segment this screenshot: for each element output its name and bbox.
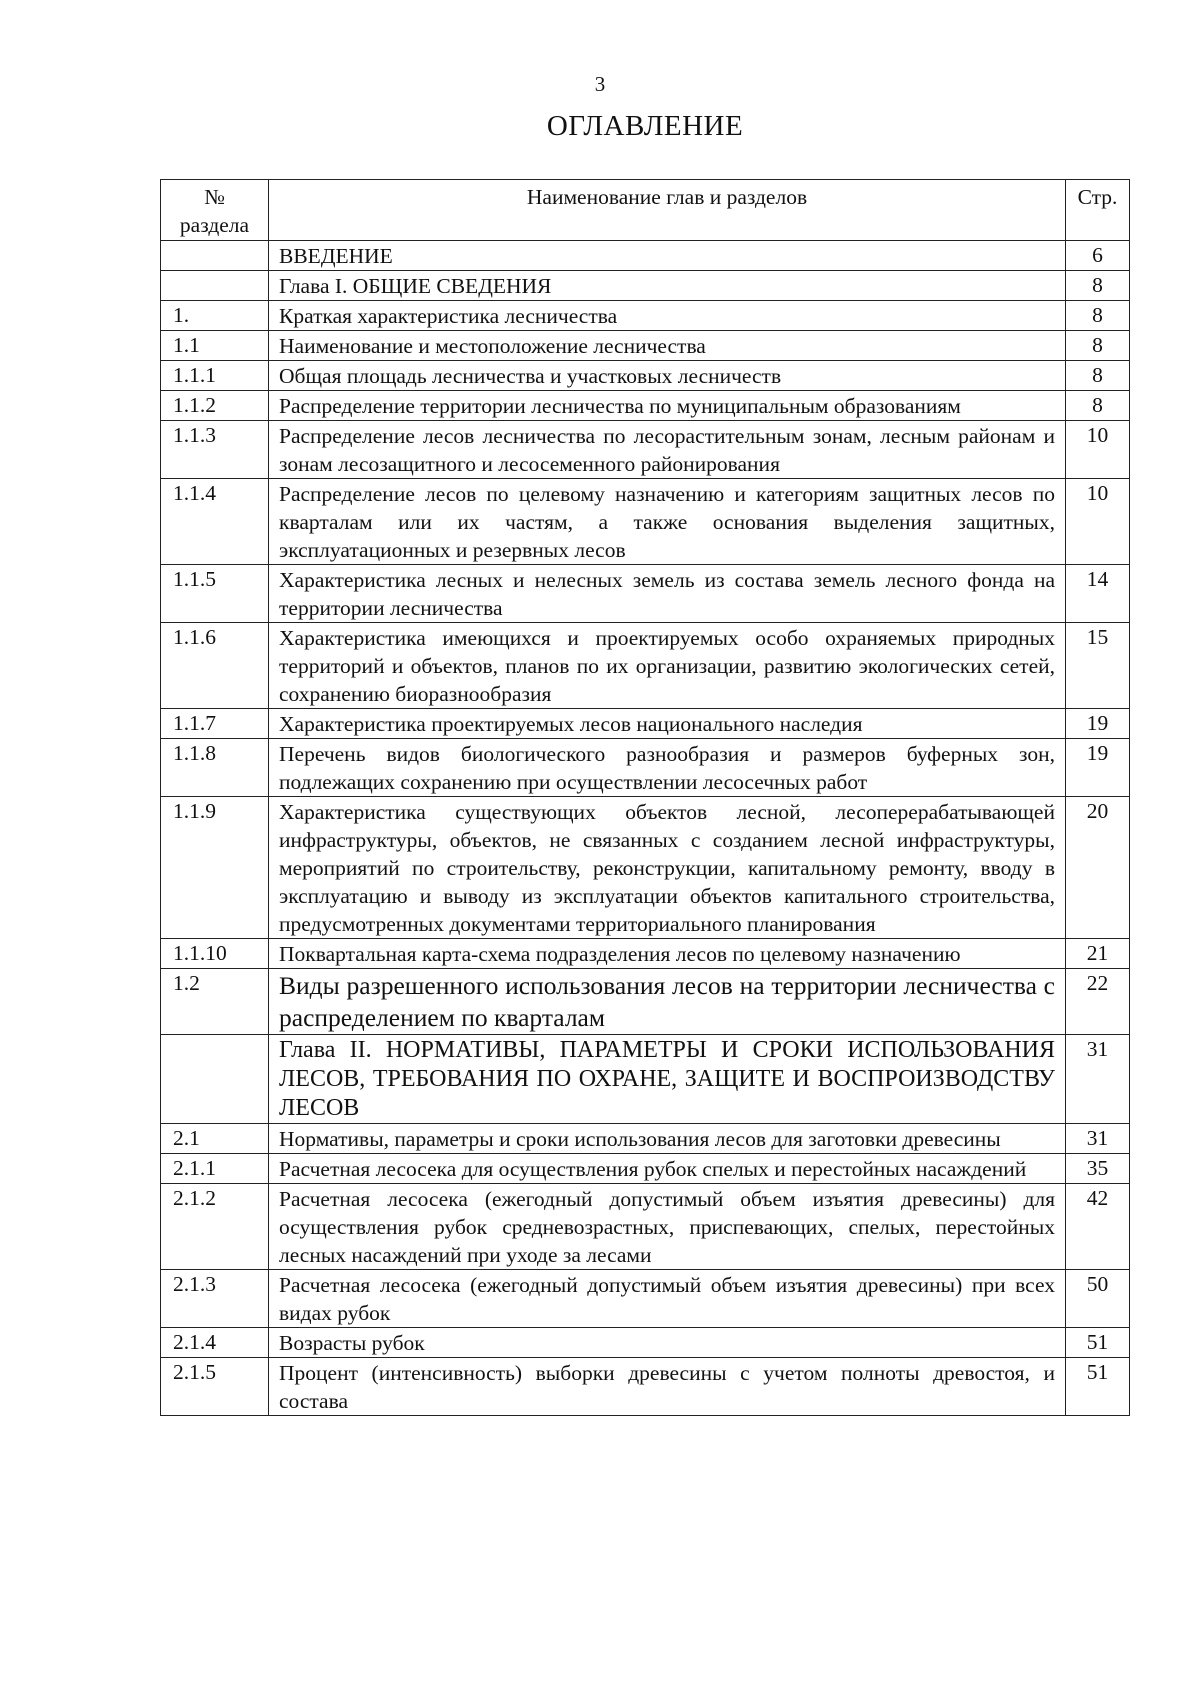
page-number-cell: 19 bbox=[1066, 739, 1130, 797]
page-number-cell: 21 bbox=[1066, 939, 1130, 969]
toc-row bbox=[161, 565, 1130, 623]
toc-row bbox=[161, 1328, 1130, 1358]
toc-row bbox=[161, 271, 1130, 301]
section-number: 1.1.5 bbox=[161, 565, 269, 623]
page-number-cell: 51 bbox=[1066, 1358, 1130, 1416]
page-number-cell: 6 bbox=[1066, 241, 1130, 271]
page-number-cell: 8 bbox=[1066, 361, 1130, 391]
page-number-cell: 15 bbox=[1066, 623, 1130, 709]
section-number: 2.1.3 bbox=[161, 1270, 269, 1328]
toc-row bbox=[161, 939, 1130, 969]
page-number-cell: 8 bbox=[1066, 271, 1130, 301]
section-number bbox=[161, 271, 269, 301]
page-number-cell: 8 bbox=[1066, 391, 1130, 421]
section-number: 1.1.2 bbox=[161, 391, 269, 421]
section-number: 2.1.2 bbox=[161, 1184, 269, 1270]
section-number: 1.1 bbox=[161, 331, 269, 361]
section-number: 2.1.4 bbox=[161, 1328, 269, 1358]
toc-row bbox=[161, 421, 1130, 479]
table-header-row bbox=[161, 180, 1130, 241]
section-name: Виды разрешенного использования лесов на территории лесничества с распределением по кварталам bbox=[269, 969, 1066, 1035]
page-number-cell: 10 bbox=[1066, 421, 1130, 479]
page-title: ОГЛАВЛЕНИЕ bbox=[546, 110, 744, 142]
toc-row bbox=[161, 1184, 1130, 1270]
section-name: Глава II. НОРМАТИВЫ, ПАРАМЕТРЫ И СРОКИ ИСПОЛЬЗОВАНИЯ ЛЕСОВ, ТРЕБОВАНИЯ ПО ОХРАНЕ, ЗАЩИТЕ И ВОСПРОИЗВОДСТВУ ЛЕСОВ bbox=[269, 1035, 1066, 1124]
page-number-cell: 50 bbox=[1066, 1270, 1130, 1328]
toc-row bbox=[161, 1035, 1130, 1124]
toc-row bbox=[161, 391, 1130, 421]
column-header-section-number: № раздела bbox=[161, 180, 269, 241]
toc-row bbox=[161, 797, 1130, 939]
section-name: Характеристика проектируемых лесов национального наследия bbox=[269, 709, 1066, 739]
page-number-cell: 31 bbox=[1066, 1035, 1130, 1124]
section-name: Распределение лесов лесничества по лесорастительным зонам, лесным районам и зонам лесозащитного и лесосеменного районирования bbox=[269, 421, 1066, 479]
section-name: ВВЕДЕНИЕ bbox=[269, 241, 1066, 271]
section-name: Нормативы, параметры и сроки использования лесов для заготовки древесины bbox=[269, 1124, 1066, 1154]
section-number: 1. bbox=[161, 301, 269, 331]
section-name: Характеристика имеющихся и проектируемых особо охраняемых природных территорий и объектов, планов по их организации, развитию экологических сетей, сохранению биоразнообразия bbox=[269, 623, 1066, 709]
section-number: 1.1.6 bbox=[161, 623, 269, 709]
section-number: 1.1.8 bbox=[161, 739, 269, 797]
section-name: Характеристика лесных и нелесных земель из состава земель лесного фонда на территории лесничества bbox=[269, 565, 1066, 623]
toc-row bbox=[161, 969, 1130, 1035]
section-name: Поквартальная карта-схема подразделения лесов по целевому назначению bbox=[269, 939, 1066, 969]
page-number-cell: 10 bbox=[1066, 479, 1130, 565]
toc-row bbox=[161, 301, 1130, 331]
page-number-cell: 8 bbox=[1066, 331, 1130, 361]
toc-rows bbox=[161, 241, 1130, 1416]
page-number-cell: 42 bbox=[1066, 1184, 1130, 1270]
page-number: 3 bbox=[594, 72, 606, 96]
column-header-section-name: Наименование глав и разделов bbox=[269, 180, 1066, 241]
toc-row bbox=[161, 739, 1130, 797]
page-number-cell: 14 bbox=[1066, 565, 1130, 623]
section-number: 1.1.1 bbox=[161, 361, 269, 391]
toc-row bbox=[161, 361, 1130, 391]
section-number: 2.1.5 bbox=[161, 1358, 269, 1416]
toc-row bbox=[161, 1124, 1130, 1154]
toc-row bbox=[161, 1154, 1130, 1184]
section-name: Расчетная лесосека для осуществления рубок спелых и перестойных насаждений bbox=[269, 1154, 1066, 1184]
page-number-cell: 8 bbox=[1066, 301, 1130, 331]
section-name: Характеристика существующих объектов лесной, лесоперерабатывающей инфраструктуры, объектов, не связанных с созданием лесной инфраструктуры, мероприятий по строительству, реконструкции, капитальному ремонту, вводу в эксплуатацию и выводу из эксплуатации объектов капитального строительства, предусмотренных документами территориального планирования bbox=[269, 797, 1066, 939]
section-name: Глава I. ОБЩИЕ СВЕДЕНИЯ bbox=[269, 271, 1066, 301]
toc-row bbox=[161, 1358, 1130, 1416]
section-name: Возрасты рубок bbox=[269, 1328, 1066, 1358]
table-of-contents bbox=[160, 179, 1130, 1416]
section-name: Краткая характеристика лесничества bbox=[269, 301, 1066, 331]
section-number: 1.2 bbox=[161, 969, 269, 1035]
page-number-cell: 31 bbox=[1066, 1124, 1130, 1154]
toc-row bbox=[161, 623, 1130, 709]
section-name: Общая площадь лесничества и участковых лесничеств bbox=[269, 361, 1066, 391]
section-name: Процент (интенсивность) выборки древесины с учетом полноты древостоя, и состава bbox=[269, 1358, 1066, 1416]
page-number-cell: 22 bbox=[1066, 969, 1130, 1035]
toc-row bbox=[161, 709, 1130, 739]
section-name: Распределение лесов по целевому назначению и категориям защитных лесов по кварталам или их частям, а также основания выделения защитных, эксплуатационных и резервных лесов bbox=[269, 479, 1066, 565]
section-number: 1.1.7 bbox=[161, 709, 269, 739]
page-number-cell: 35 bbox=[1066, 1154, 1130, 1184]
page-number-cell: 20 bbox=[1066, 797, 1130, 939]
section-number: 1.1.3 bbox=[161, 421, 269, 479]
section-number bbox=[161, 1035, 269, 1124]
section-name: Перечень видов биологического разнообразия и размеров буферных зон, подлежащих сохранению при осуществлении лесосечных работ bbox=[269, 739, 1066, 797]
section-name: Расчетная лесосека (ежегодный допустимый объем изъятия древесины) при всех видах рубок bbox=[269, 1270, 1066, 1328]
section-number bbox=[161, 241, 269, 271]
page-number-cell: 19 bbox=[1066, 709, 1130, 739]
section-number: 1.1.4 bbox=[161, 479, 269, 565]
column-header-page: Стр. bbox=[1066, 180, 1130, 241]
section-number: 2.1.1 bbox=[161, 1154, 269, 1184]
section-name: Расчетная лесосека (ежегодный допустимый объем изъятия древесины) для осуществления рубок средневозрастных, приспевающих, спелых, перестойных лесных насаждений при уходе за лесами bbox=[269, 1184, 1066, 1270]
toc-row bbox=[161, 331, 1130, 361]
section-number: 2.1 bbox=[161, 1124, 269, 1154]
toc-row bbox=[161, 241, 1130, 271]
section-name: Распределение территории лесничества по муниципальным образованиям bbox=[269, 391, 1066, 421]
toc-row bbox=[161, 1270, 1130, 1328]
section-number: 1.1.9 bbox=[161, 797, 269, 939]
section-number: 1.1.10 bbox=[161, 939, 269, 969]
toc-row bbox=[161, 479, 1130, 565]
page-number-cell: 51 bbox=[1066, 1328, 1130, 1358]
section-name: Наименование и местоположение лесничества bbox=[269, 331, 1066, 361]
